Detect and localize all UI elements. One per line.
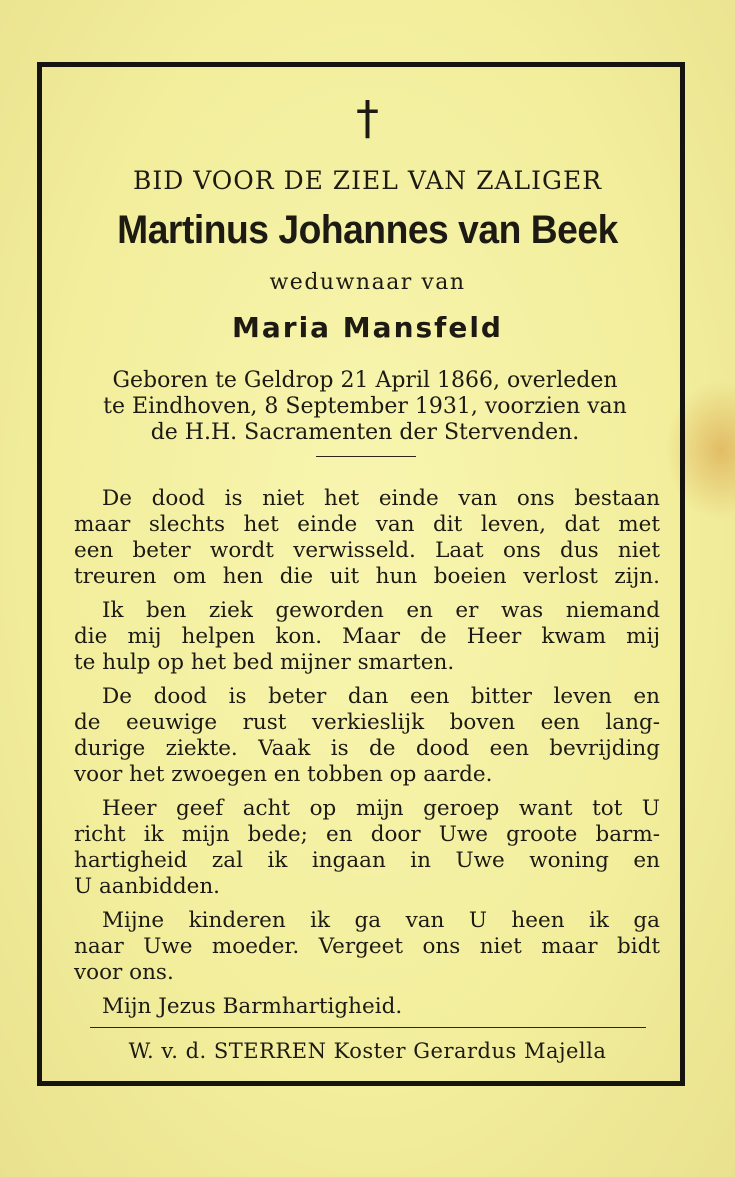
prayer-line: treuren om hen die uit hun boeien verlost zijn.: [74, 564, 660, 589]
prayer-line: durige ziekte. Vaak is de dood een bevrijding: [74, 736, 660, 761]
prayer-paragraph: [74, 684, 660, 788]
biography-line: de H.H. Sacramenten der Stervenden.: [150, 420, 580, 445]
prayer-text: [74, 486, 660, 1028]
short-divider: [316, 456, 416, 457]
biography-line: te Eindhoven, 8 September 1931, voorzien van: [103, 394, 627, 419]
prayer-line: De dood is niet het einde van ons bestaan: [102, 486, 660, 511]
spouse-name: Maria Mansfeld: [232, 311, 503, 344]
prayer-paragraph: [74, 598, 660, 676]
prayer-line: hartigheid zal ik ingaan in Uwe woning en: [74, 848, 660, 873]
prayer-paragraph: [74, 994, 660, 1020]
relation-text: weduwnaar van: [269, 270, 466, 295]
intro-heading: BID VOOR DE ZIEL VAN ZALIGER: [132, 166, 603, 195]
prayer-line: De dood is beter dan een bitter leven en: [102, 684, 660, 709]
prayer-line: Mijn Jezus Barmhartigheid.: [102, 994, 403, 1019]
prayer-paragraph: [74, 796, 660, 900]
prayer-line: richt ik mijn bede; en door Uwe groote barm-: [74, 822, 660, 847]
prayer-line: voor het zwoegen en tobben op aarde.: [74, 762, 493, 787]
long-divider: [90, 1027, 646, 1028]
prayer-paragraph: [74, 486, 660, 590]
prayer-line: te hulp op het bed mijner smarten.: [74, 650, 455, 675]
prayer-line: een beter wordt verwisseld. Laat ons dus niet: [74, 538, 660, 563]
prayer-line: maar slechts het einde van dit leven, dat met: [74, 512, 660, 537]
prayer-line: de eeuwige rust verkieslijk boven een lang-: [74, 710, 660, 735]
prayer-paragraph: [74, 908, 660, 986]
prayer-line: Mijne kinderen ik ga van U heen ik ga: [102, 908, 660, 933]
biography: [70, 368, 660, 446]
prayer-line: voor ons.: [74, 960, 174, 985]
prayer-line: naar Uwe moeder. Vergeet ons niet maar bidt: [74, 934, 660, 959]
prayer-line: Heer geef acht op mijn geroep want tot U: [102, 796, 660, 821]
biography-line: Geboren te Geldrop 21 April 1866, overleden: [112, 368, 618, 393]
prayer-line: Ik ben ziek geworden en er was niemand: [102, 598, 660, 623]
prayer-line: die mij helpen kon. Maar de Heer kwam mij: [74, 624, 660, 649]
cross-icon: †: [356, 91, 379, 145]
deceased-name: Martinus Johannes van Beek: [117, 208, 618, 252]
printer-credit: W. v. d. STERREN Koster Gerardus Majella: [128, 1039, 607, 1063]
prayer-line: U aanbidden.: [74, 874, 221, 899]
